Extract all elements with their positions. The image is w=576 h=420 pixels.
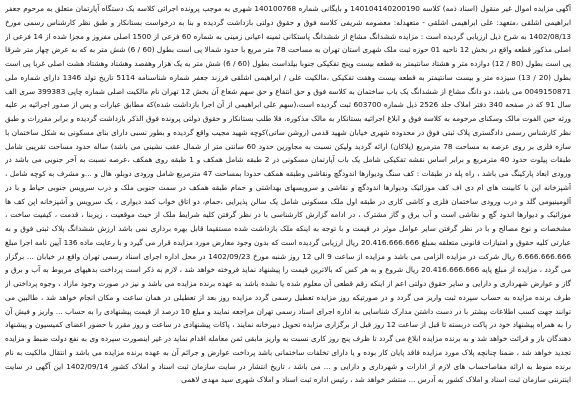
notice-text: آگهی مزایده اموال غیر منقول (اسناد ذمه) کلاسه 140104140200190 و بایگانی شماره 140100768 شهری به موجب پرونده اجرائی کلاسه یک دستگاه آپارتمان متعلق به مرحوم جعفر ابراهیمی اشلقی ،متعهد: علی ابراهیمی اشلقی - متعهدله: معصومه شریفی کلاسه فوق و حقوق دولتی بازداشت گردیده و بنا به درخواست بستانکار و طبق نظر کارشناس رسمی مورخ 1402/08/13 به شرح ذیل ارزیابی گردیده است : مزایده ششدانگ مشاع از ششدانگ پاستکانی ثمینه اعیانی زمینی به شماره 60 فرعی از 1500 اصلی مفروز و مجزا شده از 14 فرعی از اصلی مذکور قطعه واقع در بخش 12 ناحیه 01 حوزه ثبت ملک شهری استان تهران به مساحت 78 متر مربع با حدود شمالا پی است بطول (60 / 6) شش متر به که به عرض چهار متر شرقا پی است بطول (80 / 12) دوازده متر و هشتاد سانتیمتر به قطعه بیست وپنج تفکیکی جنوبا بیلداست بطول (60 / 6) شش متر به یک هزار وهفصد وهشتاد وهشتاد هشت اصلی غربا پی است بطول (20 / 13) سیزده متر و بیست سانتیمتر به قطعه بیست وهفت تفکیکی ،مالکیت علی / ابراهیمی اشلقی فرزند جعفر شماره شناسنامه 5114 تاریخ تولد 1346 دارای شماره ملی 0049150871 می باشد، دو دانگ مشاع از ششدانگ یک باب ساختمان به کلاسه فوق و حق انتفاع و حق سهم شعاع آن بخش 12 تهران نام مالکیت اصلی شماره چاپی 399383 سری الف سال 91 که در صفحه 340 دفتر املاک جلد 2526 ذیل شماره 603700 ثبت گردیده است،(سهم علی ابراهیمی از آن اجرا بازداشت شده)که مطابق عبارات و پس از صدور اجرائیه بر علیه ورثه حین الفوت مالک وسکنای مرحومه به کلاسه فوق و ابلاغ اجرائیه بستانکار به مالک مذکوره، فلا طلب بستانکار و حقوق دولتی پرونده فوق الذکر بازداشت گردیده و برابر مقررات و طبق نظر کارشناس رسمی دادگستری پلاک ثبتی فوق در محدوده شهری خیابان شهید قدمی (روشن ساتی)کوچه شهید مجیب واقع گردیده و بطور نسبی دارای بنای مسکونی به شکل ساختمان با سازه فلزی بر روی عرصه به مساحت 78 مترمربع (پلاکان) ارائه گردید ولیکن نسبت به مجاورین حدود 60 سانتی متر از شمال عقب نشینی می باشد) ساله حدود مساحت تقریبی شامل طبقات پیلوت حدود 40 مترمربع و برابر اساس نقشه تفکیکی شامل یک باب آپارتمان مسکونی در 2 طبقه شامل همکف و 1 طبقه روی همکف ،عرصه نسبت به آخر جنوبی می باشد در ورودی ابعاد پارکینگ می باشد ، راه پله در طبقات : کف سنگ ودیوارها اندودگچ ونقاشی وطبقه همکف حدودا بمساحت 47 مترمربع شامل ورودی دوبلو، هال و ...و مشرف به کوچه شامل ، آشپزخانه اپن با کابینت های ام دی اف کف موزائیک ودیوارها اندودگچ و نقاشی و سرویسهای بهداشتی و حمام طبقه همکف در سمت جنوبی ملک و درب سرویس جنوبی حیاط و با در آلومینیومی گلد و درب ورودی ساختمان فلزی و کاشی کاری در طبقه اول ملک مسکونی شامل یک سالن پذیرایی ،حمام، دو اتاق خواب کمد دیواری ، یک سرویس و آشپزخانه اپن کف ها موزائیک و دیوارها اندود گچ و نقاشی است و آب برق و گاز مشترک ، در ادامه گزارش کارشناسی با در نظر گرفتن کلیه شرایط ملک از حیث موقعیت ، زیربنا ، قدمت ، کیفیت ساخت ، مشخصات و نوع مصالح و با در نظر گرفتن سایر عوامل موثر در قیمت و با توجه به اینکه ملک بازداشت شده مستقیما قابل بهره برداری نمی باشد ارزش ششدانگ پلاک ثبتی فوق و به عبارتی کلیه حقوق و امتیازات قانونی متعلقه بمبلغ 20.416.666.666 ریال ارزیابی گردیده است که بدون وجود معارض مورد مزایده قرار می گیرد و با رعایت ماده 136 آیین نامه اجرا مبلغ 6.666.666.666 ریال شرکت در مزایده الزامی می باشد و مزایده از ساعت 9 الی 12 روز شنبه مورخ 1402/09/23 در محل اداره اجرای اسناد رسمی تهران واقع در خیابان ... برگزار می گردد ، مزایده از مبلغ پایه 20.416.666.666 ریال شروع و به هر کس که بالاترین قیمت را پیشنهاد نماید فروخته خواهد شد ، لازم به ذکر است پرداخت بدهیهای مربوط به آب و برق و گاز و عوارض شهرداری و دارایی و سایر حقوق دولتی اعم از اینکه رقم قطعی آن معلوم شده یا نشده باشد به عهده برنده مزایده می باشد و نیز در صورت وجود مازاد ، وجوه پرداختی از طرف برنده مزایده به حساب سپرده ثبت واریز می گردد و در صورتیکه روز مزایده تعطیل رسمی گردد مزایده روز بعد از تعطیلی در همان ساعت و مکان انجام خواهد شد ، طالبین می توانند جهت کسب اطلاعات بیشتر با در دست داشتن مدارک شناسایی به اداره اجرای اسناد رسمی تهران مراجعه نمایند و مبلغ 10 درصد از قیمت پیشنهادی را به حساب ... واریز و فیش آن را به همراه پیشنهاد خود در پاکت دربسته تا قبل از ساعت 12 روز قبل از برگزاری مزایده تحویل دبیرخانه نمایند ، پاکات پیشنهادی در ساعت و روز مقرر با حضور اعضای کمیسیون و پیشنهاد دهندگان باز و قرائت خواهد شد و به برنده مزایده ابلاغ می گردد تا ظرف پنج روز کاری نسبت به واریز مابقی ثمن معامله اقدام نماید در غیر اینصورت سپرده وی به نفع دولت ضبط و مزایده تجدید خواهد شد ، ضمنا چنانچه پلاک مورد مزایده فاقد پایان کار بوده و یا دارای تخلفات ساختمانی باشد پرداخت عوارض و جرائم آن به عهده برنده مزایده می باشد و انتقال مالکیت به نام برنده منوط به ارائه مفاصاحساب های لازم از ادارات و شهرداری و دارایی و ... می باشد ، تاریخ انتشار در سایت سازمان ثبت اسناد و املاک کشور 1402/09/14 این آگهی در سایت اینترنتی سازمان ثبت اسناد و املاک کشور به آدرس ... منتشر خواهد شد ، رئیس اداره ثبت اسناد و املاک شهری سید مهدی لاهمی: [5, 4, 571, 385]
